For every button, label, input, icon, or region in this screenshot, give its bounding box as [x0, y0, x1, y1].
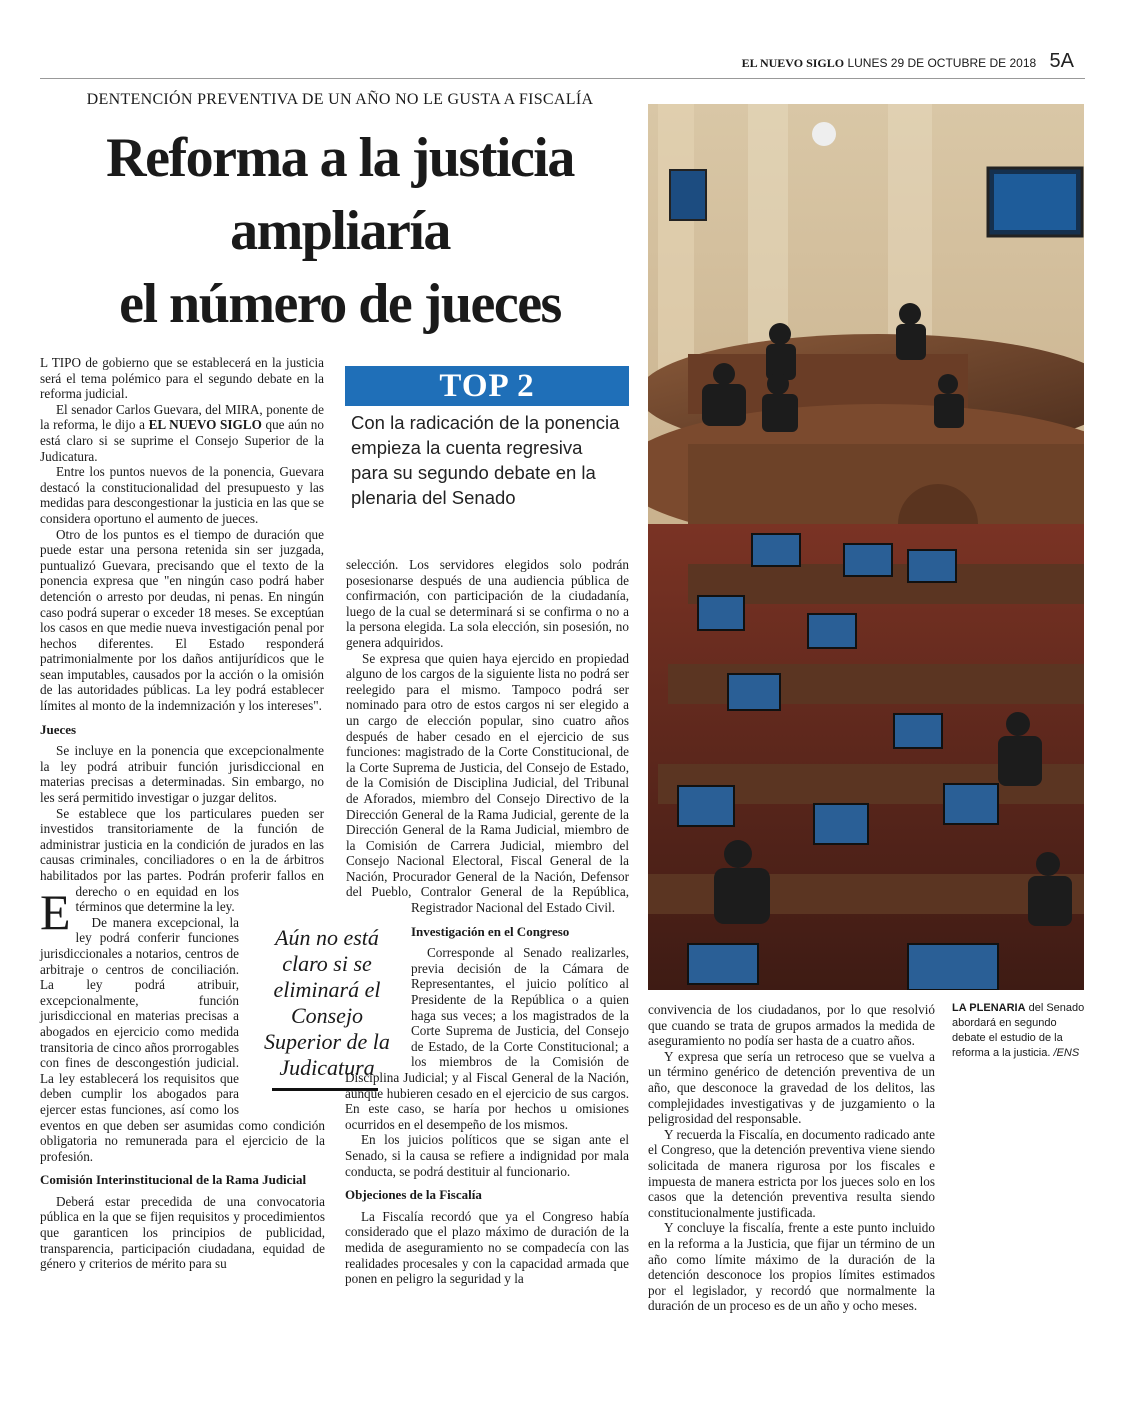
photo-illustration — [648, 104, 1084, 990]
top-box-text: Con la radicación de la ponencia empieza la cuenta regresiva para su segundo debate en la plenaria del Senado — [351, 412, 620, 508]
spacer — [324, 355, 325, 890]
drop-cap: E — [40, 884, 71, 940]
top-box — [345, 366, 629, 514]
caption-text: del Senado abordará en segundo debate el estudio de la reforma a la justicia. — [952, 1002, 1085, 1059]
subhead-comision: Comisión Interinstitucional de la Rama Judicial — [40, 1172, 307, 1188]
paragraph: Corresponde al Senado realizarles, previa decisión de la Cámara de Representantes, el juicio político al Presidente de la República o a quien haga sus veces; a los magistrados de la Corte Suprema de Justicia, del Consejo de Estado, de la Corte Constitucional; a los miembros de la Comisión de Disciplina Judicial; y al Fiscal General de la Nación, aunque hubieren cesado en el ejercicio de sus cargos. En este caso, se haría por hechos u omisiones ocurridos en el desempeño de los mismos. — [345, 945, 629, 1132]
headline-line: Reforma a la justicia — [106, 127, 574, 189]
caption-lead: LA PLENARIA — [952, 1002, 1026, 1014]
newspaper-name: EL NUEVO SIGLO — [741, 56, 845, 70]
pull-quote: Aún no está claro si se eliminará el Consejo Superior de la Judicatura — [264, 925, 390, 1080]
paragraph: El senador Carlos Guevara, del MIRA, ponente de la reforma, le dijo a EL NUEVO SIGLO que aún no está claro si se suprime el Consejo Superior de la Judicatura. — [40, 401, 324, 464]
paragraph: E L TIPO de gobierno que se establecerá en la justicia será el tema polémico para el segundo debate en la reforma judicial. — [40, 355, 324, 940]
article-column-1 — [40, 355, 325, 1272]
paragraph: En los juicios políticos que se sigan ante el Senado, si la causa se refiere a indignidad por mala conducta, se podrá destituir al funcionario. — [345, 1132, 629, 1179]
paragraph: De manera excepcional, la ley podrá conferir funciones jurisdiccionales a notarios, centros de arbitraje o centros de conciliación. La ley podrá atribuir, excepcionalmente, función jurisdiccional en materias precisas a abogados en ejercicio como medida transitoria de cinco años prorrogables con fines de descongestión judicial. La ley establecerá los requisitos que deben cumplir los abogados para ejercer estas funciones, así como los eventos en que deben ser asumidas como condición obligatoria no remunerada para el ejercicio de la profesión. — [40, 914, 325, 1164]
top-box-label: TOP 2 — [345, 366, 629, 406]
paragraph: convivencia de los ciudadanos, por lo que resolvió que cuando se trata de grupos armados la medida de aseguramiento no podía ser hasta de a cuatro años. — [648, 1002, 935, 1049]
paragraph: Se incluye en la ponencia que excepcionalmente la ley podrá atribuir función jurisdiccional en materias precisas a determinadas. Sin embargo, no les será permitido investigar o juzgar delitos. — [40, 743, 324, 806]
paragraph: Entre los puntos nuevos de la ponencia, Guevara destacó la constitucionalidad del presupuesto y las medidas para descongestionar la justicia en las que se considera oportuno el aumento de jueces. — [40, 464, 324, 526]
paragraph: Otro de los puntos es el tiempo de duración que puede estar una persona retenida sin ser juzgada, puntualizó Guevara, precisando que el texto de la ponencia expresa que "en ningún caso podrá haber detención o arresto por deudas, ni penas. En ningún caso podrá superar o exceder 18 meses. Se exceptúan los casos en que medie nueva investigación penal por hechos diferentes. El Estado responderá patrimonialmente por los daños antijurídicos que le sean imputables, causados por la acción o la omisión de las autoridades públicas. La ley podrá establecer límites al monto de la indemnización y los intereses". — [40, 526, 324, 714]
headline-line: ampliaría — [230, 200, 450, 262]
senate-plenary-photo — [648, 104, 1084, 990]
caption-credit: /ENS — [1050, 1047, 1080, 1059]
paragraph: Y recuerda la Fiscalía, en documento radicado ante el Congreso, que la detención preventiva viene siendo solicitada de manera rigurosa por los fiscales e impuesta de manera estricta por los jueces solo en los casos que la detención preventiva resulta siendo constitucionalmente justificada. — [648, 1126, 935, 1220]
paragraph: selección. Los servidores elegidos solo podrán posesionarse después de una audiencia pública de confirmación, con participación de la ciudadanía, luego de la cual se determinará si se confirma o no a la persona elegida. La sola elección, sin posesión, no genera adquiridos. — [346, 557, 629, 650]
pull-quote-rule — [272, 1088, 378, 1091]
paragraph: La Fiscalía recordó que ya el Congreso había considerado que el plazo máximo de duración de la medida de aseguramiento no se compadecía con las realidades procesales y con la capacidad armada que ponen en peligro la seguridad y la — [345, 1208, 629, 1287]
paragraph: Se expresa que quien haya ejercido en propiedad alguno de los cargos de la siguiente lista no podrá ser reelegido para el mismo. Tampoco podrá ser nominado para otro de estos cargos ni ser elegido a un cargo de elección popular, sino cuatro años después de haber cesado en el ejercicio de sus funciones: magistrado de la Corte Constitucional, de la Corte Suprema de Justicia, del Consejo de Estado, de la Comisión de Disciplina Judicial, del Tribunal de Aforados, miembro del Consejo Directivo de la Dirección General de la Rama Judicial, gerente de la Dirección General de la Rama Judicial, miembro de la Comisión de Carrera Judicial, miembro del Consejo Nacional Electoral, Fiscal General de la Nación, Procurador General de la Nación, Defensor del Pueblo, Contralor General de la República, Registrador Nacional del Estado Civil. — [346, 650, 629, 916]
article-column-2 — [345, 557, 629, 1287]
page-number: 5A — [1049, 50, 1074, 72]
subhead-investigacion: Investigación en el Congreso — [411, 923, 570, 939]
header-rule — [40, 78, 1085, 79]
paragraph: Deberá estar precedida de una convocatoria pública en la que se fijen requisitos y procedimientos que garanticen los principios de publicidad, transparencia, participación ciudadana, equidad de género y criterios de mérito para su — [40, 1193, 325, 1272]
issue-date: LUNES 29 DE OCTUBRE DE 2018 — [847, 56, 1037, 70]
kicker: DENTENCIÓN PREVENTIVA DE UN AÑO NO LE GUSTA A FISCALÍA — [86, 91, 594, 108]
paragraph: Y concluye la fiscalía, frente a este punto incluido en la reforma a la Justicia, que fijar un término de un año como límite máximo de la duración de la detención desconoce los propios límites estimados por el legislador, y recordó que normalmente la duración de un proceso es de un año y ocho meses. — [648, 1220, 935, 1314]
subhead-jueces: Jueces — [40, 721, 77, 737]
page-header — [742, 50, 1074, 73]
subhead-objeciones: Objeciones de la Fiscalía — [345, 1187, 482, 1203]
headline-line: el número de jueces — [119, 273, 561, 335]
paragraph: Se establece que los particulares pueden ser investidos transitoriamente de la función de administrar justicia en la condición de jurados en las causas criminales, conciliadores o en la de árbitros habilitados por las partes. Podrán proferir fallos en derecho o en equidad en los términos que determine la ley. — [40, 805, 324, 915]
article-column-3 — [648, 1002, 935, 1314]
paragraph: Y expresa que sería un retroceso que se vuelva a un término genérico de detención preventiva de un año, que desconoce la gravedad de los delitos, las complejidades investigativas y de juzgamiento o la peligrosidad del responsable. — [648, 1048, 935, 1127]
headline — [40, 122, 640, 341]
photo-caption — [952, 1001, 1087, 1061]
